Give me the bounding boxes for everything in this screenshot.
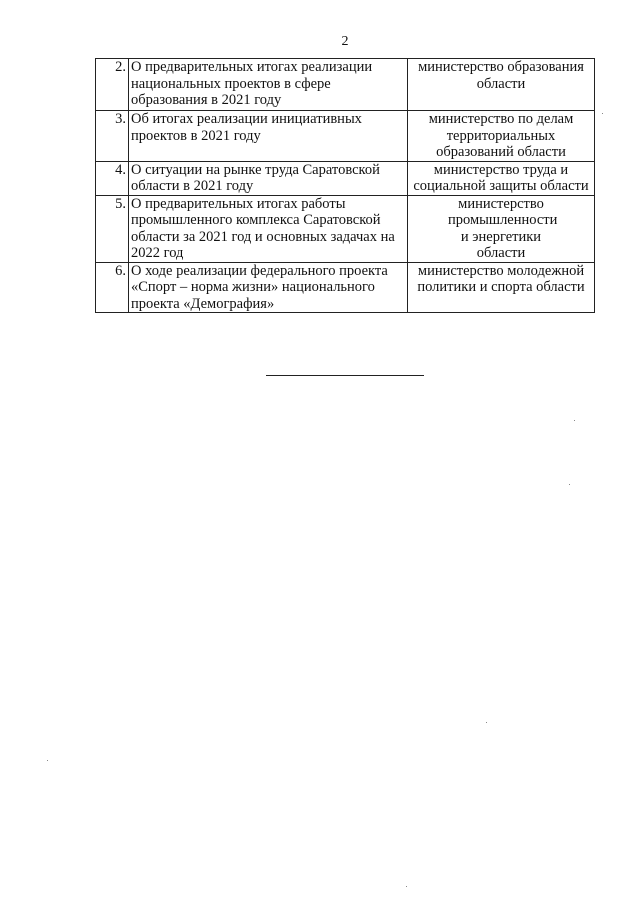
- row-responsible: министерство молодежной политики и спорта области: [408, 262, 595, 313]
- row-responsible: министерство промышленности и энергетики области: [408, 195, 595, 262]
- table-row: [96, 195, 595, 262]
- row-topic: О предварительных итогах реализации национальных проектов в сфере образования в 2021 году: [129, 59, 408, 111]
- scan-speck: [602, 113, 603, 114]
- table-row: [96, 262, 595, 313]
- scan-speck: [47, 760, 48, 761]
- row-topic: О ситуации на рынке труда Саратовской области в 2021 году: [129, 161, 408, 195]
- row-number: 5.: [96, 195, 129, 262]
- scan-speck: [569, 484, 570, 485]
- scan-speck: [406, 886, 407, 887]
- scan-speck: [574, 420, 575, 421]
- row-number: 6.: [96, 262, 129, 313]
- closing-rule: [266, 375, 424, 376]
- row-topic: О предварительных итогах работы промышленного комплекса Саратовской области за 2021 год и основных задачах на 2022 год: [129, 195, 408, 262]
- row-number: 4.: [96, 161, 129, 195]
- scan-speck: [486, 722, 487, 723]
- row-responsible: министерство труда и социальной защиты области: [408, 161, 595, 195]
- row-topic: О ходе реализации федерального проекта «Спорт – норма жизни» национального проекта «Демография»: [129, 262, 408, 313]
- row-responsible: министерство по делам территориальных образований области: [408, 111, 595, 162]
- table-row: [96, 111, 595, 162]
- table-row: [96, 161, 595, 195]
- page-number: 2: [341, 34, 349, 49]
- row-number: 2.: [96, 59, 129, 111]
- agenda-table: [95, 58, 595, 313]
- row-number: 3.: [96, 111, 129, 162]
- row-topic: Об итогах реализации инициативных проектов в 2021 году: [129, 111, 408, 162]
- table-row: [96, 59, 595, 111]
- row-responsible: министерство образования области: [408, 59, 595, 111]
